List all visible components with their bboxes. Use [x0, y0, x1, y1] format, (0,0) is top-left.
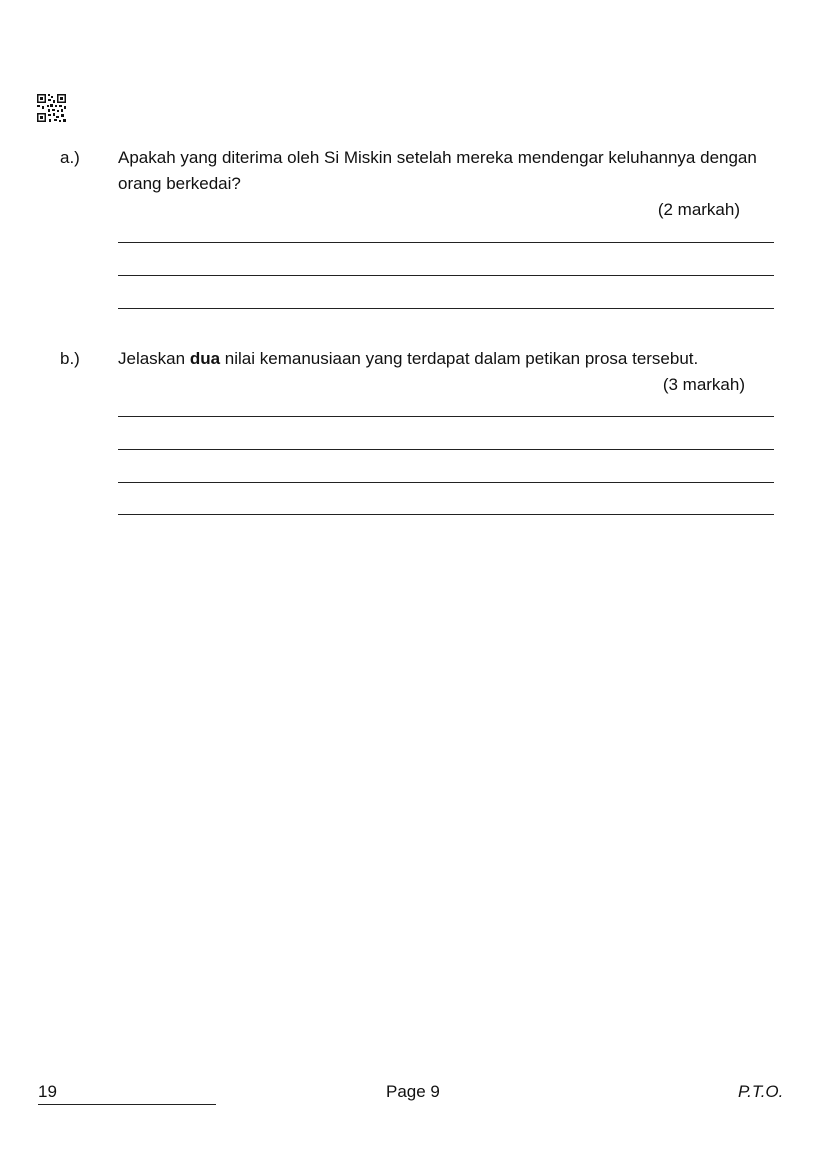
question-a-marks: (2 markah): [657, 200, 740, 219]
answer-line[interactable]: [118, 275, 774, 276]
answer-line[interactable]: [118, 308, 774, 309]
pto-label: P.T.O.: [738, 1082, 784, 1101]
answer-line[interactable]: [118, 416, 774, 417]
question-a-label: a.): [60, 148, 80, 167]
answer-line[interactable]: [118, 482, 774, 483]
question-a-text: Apakah yang diterima oleh Si Miskin setelah mereka mendengar keluhannya dengan orang berkedai?: [118, 148, 757, 193]
footer-rule: [38, 1104, 216, 1105]
question-b-text-end: nilai kemanusiaan yang terdapat dalam petikan prosa tersebut.: [220, 349, 699, 368]
question-b-emphasis: dua: [189, 349, 221, 368]
question-b-label: b.): [60, 349, 80, 368]
page-number: Page 9: [386, 1082, 440, 1101]
answer-line[interactable]: [118, 449, 774, 450]
qr-code-icon: [36, 93, 67, 123]
answer-line[interactable]: [118, 242, 774, 243]
question-b-text-start: Jelaskan: [118, 349, 190, 368]
answer-line[interactable]: [118, 514, 774, 515]
question-b-marks: (3 markah): [662, 375, 745, 394]
question-b-text: [118, 346, 798, 372]
paper-code: 19: [38, 1082, 57, 1101]
